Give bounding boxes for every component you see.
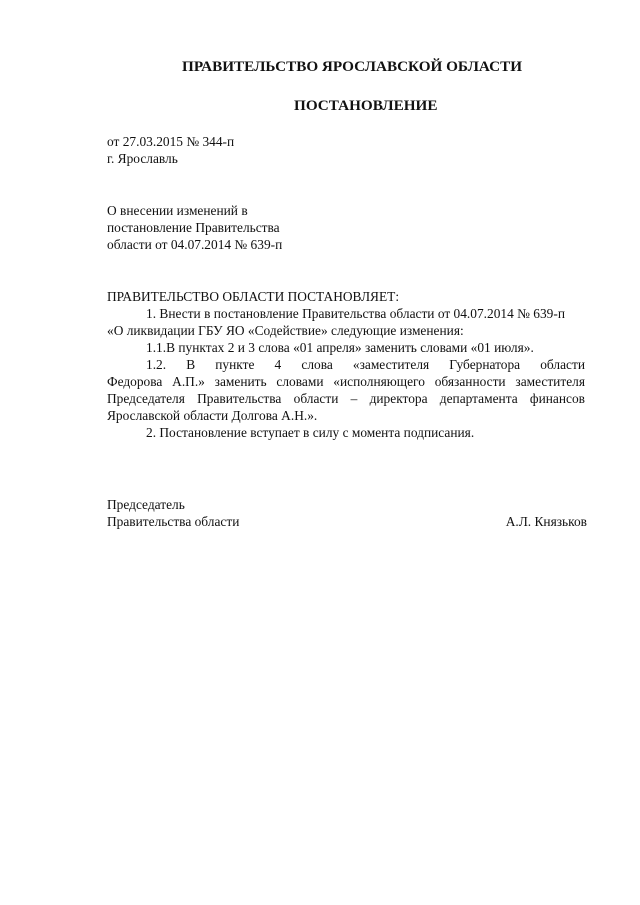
item-1-line: «О ликвидации ГБУ ЯО «Содействие» следующие изменения: xyxy=(107,323,464,338)
item-1-1: 1.1.В пунктах 2 и 3 слова «01 апреля» заменить словами «01 июля». xyxy=(146,340,534,355)
item-1-2-line: Ярославской области Долгова А.Н.». xyxy=(107,408,318,423)
item-1-2-line: 1.2. В пункте 4 слова «заместителя Губернатора области xyxy=(146,357,585,372)
item-1-2-line: Федорова А.П.» заменить словами «исполняющего обязанности заместителя xyxy=(107,374,585,389)
signature-block xyxy=(107,496,587,530)
document-body xyxy=(107,288,585,441)
item-2: 2. Постановление вступает в силу с момента подписания. xyxy=(146,425,475,440)
preamble: ПРАВИТЕЛЬСТВО ОБЛАСТИ ПОСТАНОВЛЯЕТ: xyxy=(107,289,400,304)
signatory-title-line: Председатель xyxy=(107,497,185,512)
subject-line: области от 04.07.2014 № 639-п xyxy=(107,237,283,252)
subject-line: постановление Правительства xyxy=(107,220,280,235)
signatory-title-line: Правительства области xyxy=(107,514,240,529)
date-number: от 27.03.2015 № 344-п xyxy=(107,134,235,149)
signatory-name: А.Л. Князьков xyxy=(505,514,587,529)
document-type-title: ПОСТАНОВЛЕНИЕ xyxy=(294,97,438,114)
document-subject xyxy=(107,202,367,253)
item-1-line: 1. Внести в постановление Правительства области от 04.07.2014 № 639-п xyxy=(146,306,565,321)
document-meta xyxy=(107,133,407,167)
subject-line: О внесении изменений в xyxy=(107,203,248,218)
item-1-2-line: Председателя Правительства области – директора департамента финансов xyxy=(107,391,585,406)
city: г. Ярославль xyxy=(107,151,178,166)
organization-title: ПРАВИТЕЛЬСТВО ЯРОСЛАВСКОЙ ОБЛАСТИ xyxy=(182,58,523,75)
